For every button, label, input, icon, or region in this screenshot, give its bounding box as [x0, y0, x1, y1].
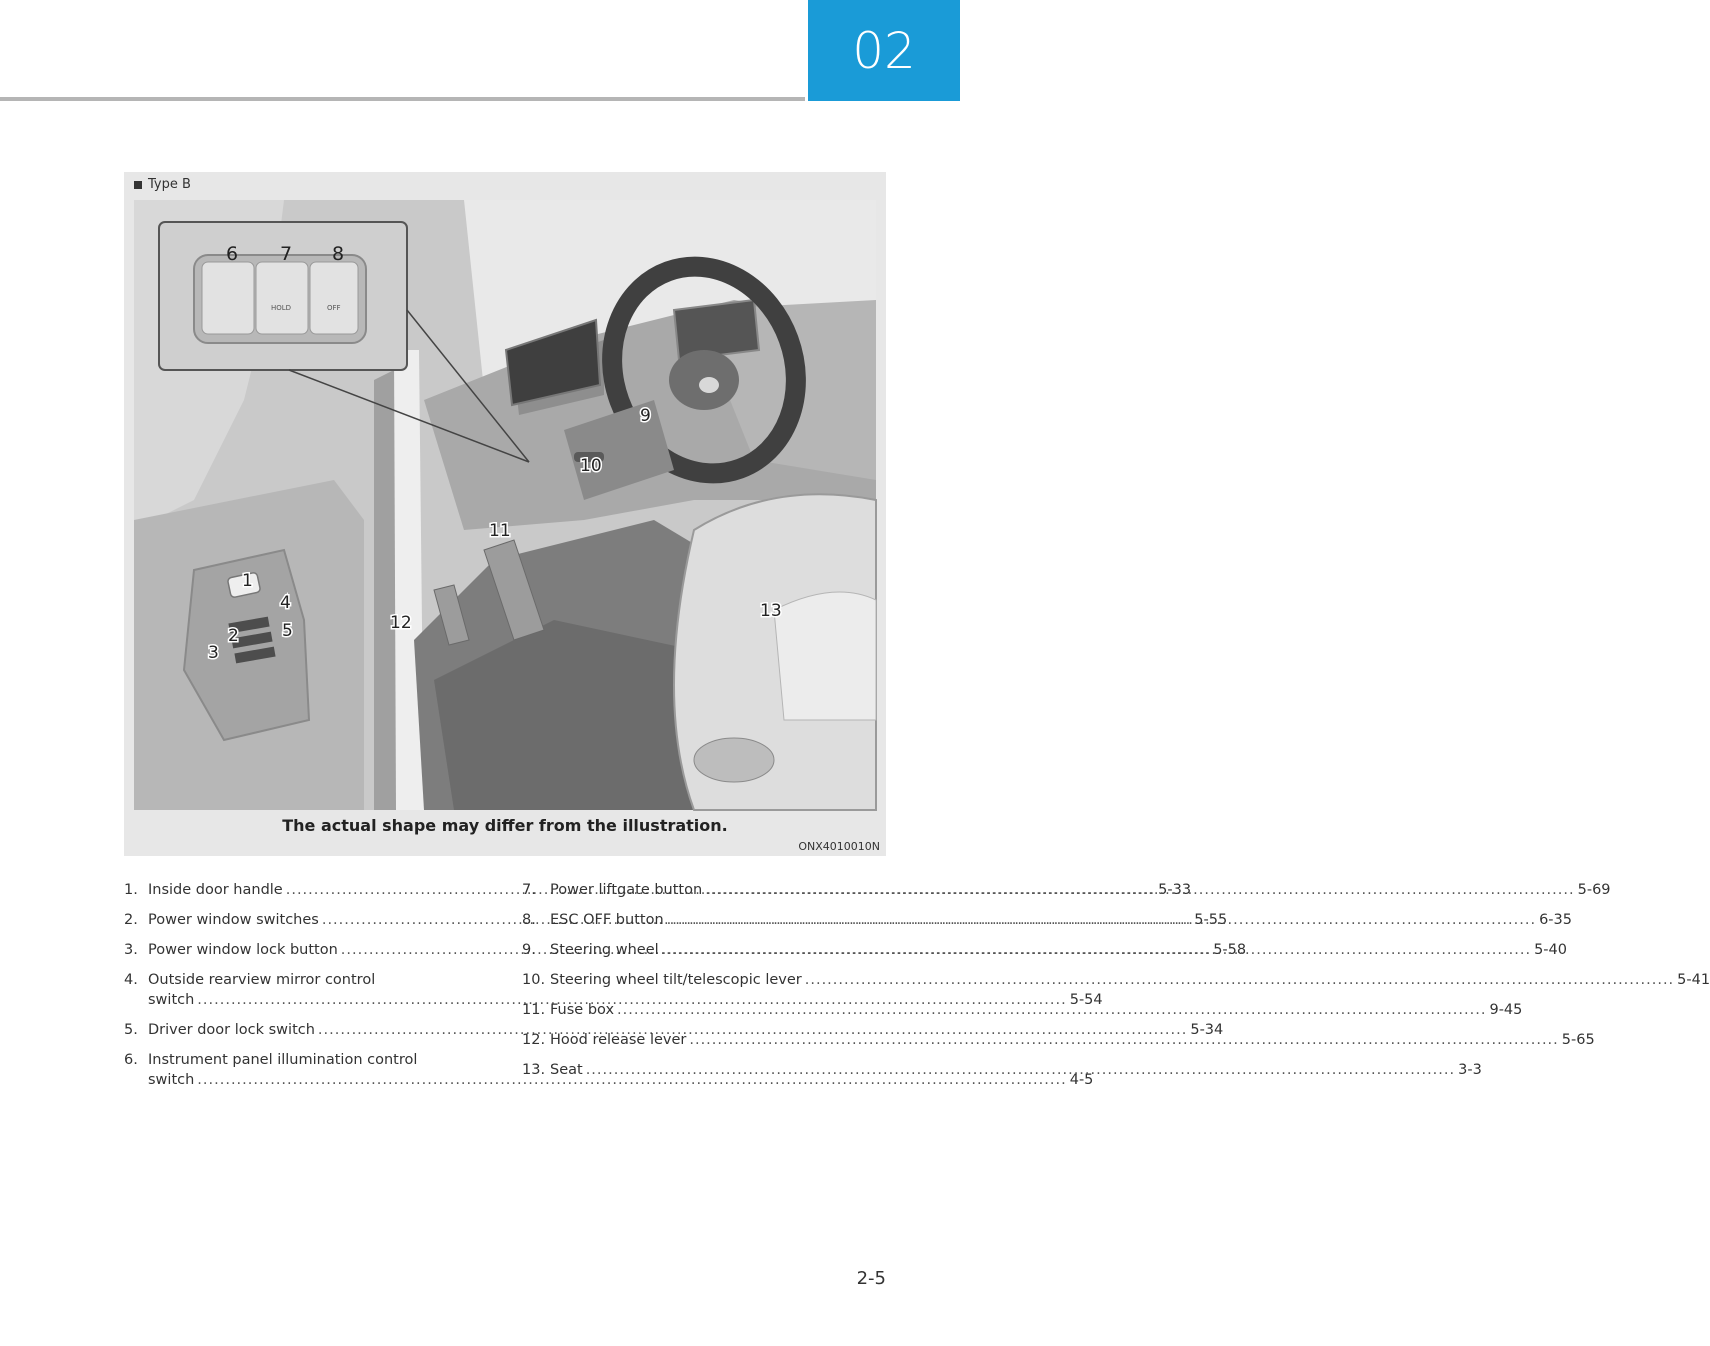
legend-number: 2.: [124, 912, 138, 928]
callout-13: 13: [760, 601, 782, 621]
legend-page-ref: 5-69: [1577, 882, 1611, 898]
legend-label: Instrument panel illumination control: [148, 1052, 418, 1068]
callout-12: 12: [390, 613, 412, 633]
off-button-text: OFF: [327, 304, 341, 312]
legend-label: Power liftgate button: [550, 882, 703, 898]
legend-page-ref: 5-55: [1194, 912, 1228, 928]
callout-9: 9: [640, 406, 651, 426]
legend-label: Power window switches: [148, 912, 319, 928]
legend-page-ref: 6-35: [1539, 912, 1572, 928]
legend-label: Steering wheel: [550, 942, 659, 958]
legend-page-ref: 9-45: [1489, 1002, 1523, 1018]
legend-label: Hood release lever: [550, 1032, 687, 1048]
figure-box: [124, 172, 886, 856]
callout-10: 10: [580, 456, 602, 476]
legend-page-ref: 5-40: [1534, 942, 1567, 958]
legend-label: Fuse box: [550, 1002, 615, 1018]
legend-number: 10.: [522, 972, 546, 988]
legend-page-ref: 5-34: [1190, 1022, 1224, 1038]
figure-type-label: [134, 177, 191, 192]
legend-number: 5.: [124, 1022, 138, 1038]
legend-number: 1.: [124, 882, 138, 898]
illustration-svg: [134, 200, 876, 810]
legend-label: Steering wheel tilt/telescopic lever: [550, 972, 802, 988]
legend-number: 8.: [522, 912, 536, 928]
square-bullet-icon: [134, 181, 142, 189]
legend-number: 13.: [522, 1062, 546, 1078]
legend-number: 3.: [124, 942, 138, 958]
legend-page-ref: 3-3: [1458, 1062, 1482, 1078]
legend-page-ref: 5-41: [1677, 972, 1710, 988]
legend-item: [522, 970, 1710, 990]
legend-number: 7.: [522, 882, 536, 898]
inset-callout-8: 8: [332, 243, 345, 265]
legend-label: Driver door lock switch: [148, 1022, 315, 1038]
legend-page-ref: 5-58: [1213, 942, 1247, 958]
callout-4: 4: [280, 593, 291, 613]
figure-caption: The actual shape may differ from the illustration.: [282, 816, 728, 835]
hold-button-text: HOLD: [271, 304, 292, 312]
legend-page-ref: 5-65: [1561, 1032, 1595, 1048]
legend-number: 4.: [124, 972, 138, 988]
legend-number: 6.: [124, 1052, 138, 1068]
inset-callout-6: 6: [226, 243, 239, 265]
header-rule: [0, 97, 805, 101]
legend-label: switch: [148, 992, 195, 1008]
callout-3: 3: [208, 643, 219, 663]
callout-5: 5: [282, 621, 293, 641]
legend-label: ESC OFF button: [550, 912, 664, 928]
callout-2: 2: [228, 626, 239, 646]
chapter-tab: 02: [808, 0, 960, 101]
car-interior-illustration: [134, 200, 876, 810]
page-number: 2-5: [856, 1268, 886, 1289]
legend-label: Seat: [550, 1062, 583, 1078]
inset-callout-7: 7: [280, 243, 293, 265]
legend-label: Power window lock button: [148, 942, 338, 958]
legend-label: Inside door handle: [148, 882, 283, 898]
legend-page-ref: 5-33: [1158, 882, 1192, 898]
legend-number: 9.: [522, 942, 536, 958]
figure-code: ONX4010010N: [798, 840, 880, 853]
figure-type-text: Type B: [148, 177, 191, 192]
legend-number: 11.: [522, 1002, 546, 1018]
legend-label: switch: [148, 1072, 195, 1088]
legend-page-ref: 5-54: [1069, 992, 1103, 1008]
callout-1: 1: [242, 571, 253, 591]
legend-number: 12.: [522, 1032, 546, 1048]
legend-page-ref: 4-5: [1069, 1072, 1094, 1088]
legend-label: Outside rearview mirror control: [148, 972, 376, 988]
callout-11: 11: [489, 521, 511, 541]
